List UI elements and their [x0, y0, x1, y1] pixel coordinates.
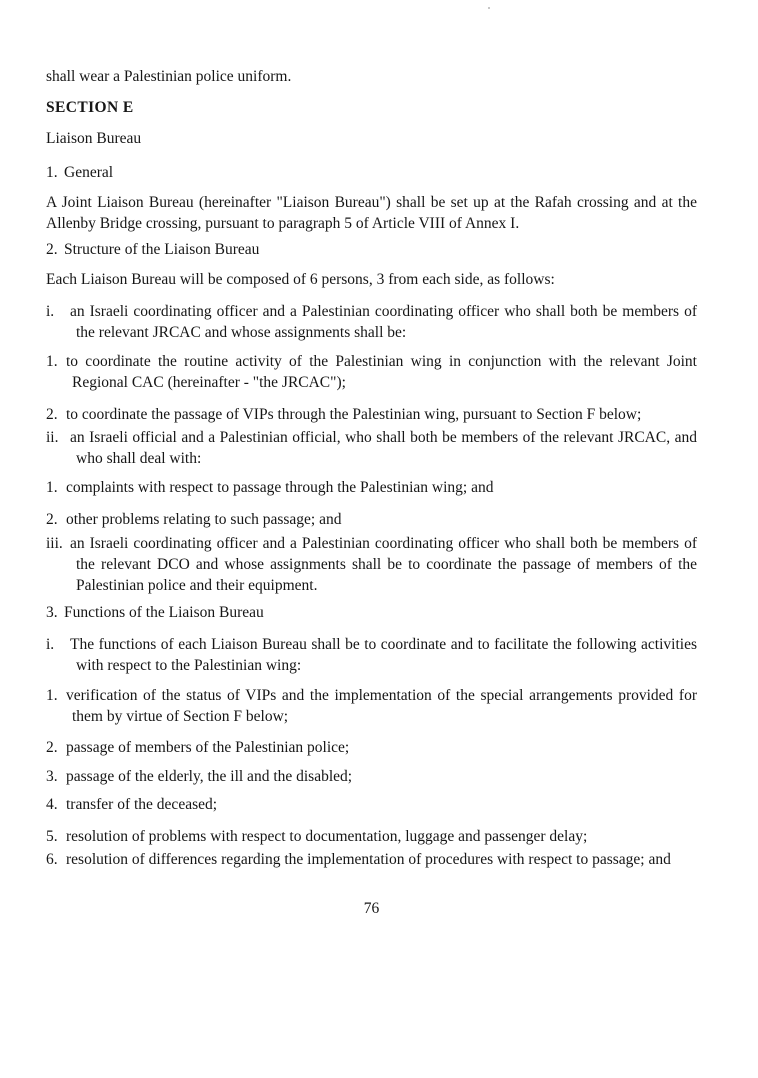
point-other-problems-marker: 2. [46, 511, 58, 528]
subclause-i-structure [46, 301, 697, 343]
clause-functions-title: Functions of the Liaison Bureau [64, 604, 264, 621]
point-complaints [46, 477, 697, 498]
point-resolution-problems-text: resolution of problems with respect to documentation, luggage and passenger delay; [66, 828, 588, 845]
point-passage-elderly-text: passage of the elderly, the ill and the disabled; [66, 768, 353, 785]
point-coordinate-vips [46, 404, 697, 425]
point-coordinate-routine-marker: 1. [46, 353, 58, 370]
point-other-problems-text: other problems relating to such passage; and [66, 511, 342, 528]
point-complaints-marker: 1. [46, 479, 58, 496]
point-passage-elderly-marker: 3. [46, 768, 58, 785]
subclause-i-functions-text: The functions of each Liaison Bureau shall be to coordinate and to facilitate the following activities with respect to the Palestinian wing: [70, 636, 697, 674]
page-number: 76 [363, 900, 380, 917]
clause-structure [46, 239, 697, 260]
subclause-i-functions-marker: i. [46, 636, 55, 653]
point-coordinate-vips-marker: 2. [46, 406, 58, 423]
clause-functions [46, 602, 697, 623]
point-coordinate-routine [46, 351, 697, 393]
point-coordinate-routine-text: to coordinate the routine activity of the Palestinian wing in conjunction with the relevant Joint Regional CAC (hereinafter - "the JRCAC"); [66, 353, 697, 391]
point-resolution-problems-marker: 5. [46, 828, 58, 845]
point-transfer-deceased [46, 794, 697, 815]
subclause-i-functions [46, 634, 697, 676]
section-title: Liaison Bureau [46, 130, 142, 147]
subclause-iii-structure-text: an Israeli coordinating officer and a Palestinian coordinating officer who shall both be members of the relevant DCO and whose assignments shall be to coordinate the passage of members of the Palestinian police and their equipment. [70, 535, 697, 594]
text-column [46, 66, 697, 919]
clause-structure-marker: 2. [46, 241, 58, 258]
point-resolution-differences-text: resolution of differences regarding the implementation of procedures with respect to passage; and [66, 851, 671, 868]
continuation-line: shall wear a Palestinian police uniform. [46, 68, 292, 85]
point-verification-marker: 1. [46, 687, 58, 704]
point-passage-police-text: passage of members of the Palestinian police; [66, 739, 350, 756]
clause-general [46, 162, 697, 183]
subclause-ii-structure [46, 427, 697, 469]
point-transfer-deceased-text: transfer of the deceased; [66, 796, 218, 813]
subclause-i-structure-text: an Israeli coordinating officer and a Palestinian coordinating officer who shall both be members of the relevant JRCAC and whose assignments shall be: [70, 303, 697, 341]
subclause-ii-structure-text: an Israeli official and a Palestinian official, who shall both be members of the relevant JRCAC, and who shall deal with: [70, 429, 697, 467]
clause-general-title: General [64, 164, 114, 181]
point-verification [46, 685, 697, 727]
section-heading: SECTION E [46, 99, 134, 116]
point-passage-police-marker: 2. [46, 739, 58, 756]
clause-structure-paragraph: Each Liaison Bureau will be composed of 6 persons, 3 from each side, as follows: [46, 271, 555, 288]
subclause-iii-structure-marker: iii. [46, 535, 63, 552]
subclause-ii-structure-marker: ii. [46, 429, 59, 446]
point-coordinate-vips-text: to coordinate the passage of VIPs through the Palestinian wing, pursuant to Section F below; [66, 406, 642, 423]
point-transfer-deceased-marker: 4. [46, 796, 58, 813]
clause-structure-title: Structure of the Liaison Bureau [64, 241, 260, 258]
clause-general-paragraph: A Joint Liaison Bureau (hereinafter "Liaison Bureau") shall be set up at the Rafah crossing and at the Allenby Bridge crossing, pursuant to paragraph 5 of Article VIII of Annex I. [46, 194, 697, 232]
clause-functions-marker: 3. [46, 604, 58, 621]
point-passage-elderly [46, 766, 697, 787]
point-complaints-text: complaints with respect to passage through the Palestinian wing; and [66, 479, 494, 496]
point-passage-police [46, 737, 697, 758]
clause-general-marker: 1. [46, 164, 58, 181]
point-verification-text: verification of the status of VIPs and the implementation of the special arrangements provided for them by virtue of Section F below; [66, 687, 697, 725]
point-resolution-differences-marker: 6. [46, 851, 58, 868]
scan-speck [488, 7, 490, 9]
point-resolution-problems [46, 826, 697, 847]
point-other-problems [46, 509, 697, 530]
subclause-i-structure-marker: i. [46, 303, 55, 320]
point-resolution-differences [46, 849, 697, 870]
subclause-iii-structure [46, 533, 697, 596]
